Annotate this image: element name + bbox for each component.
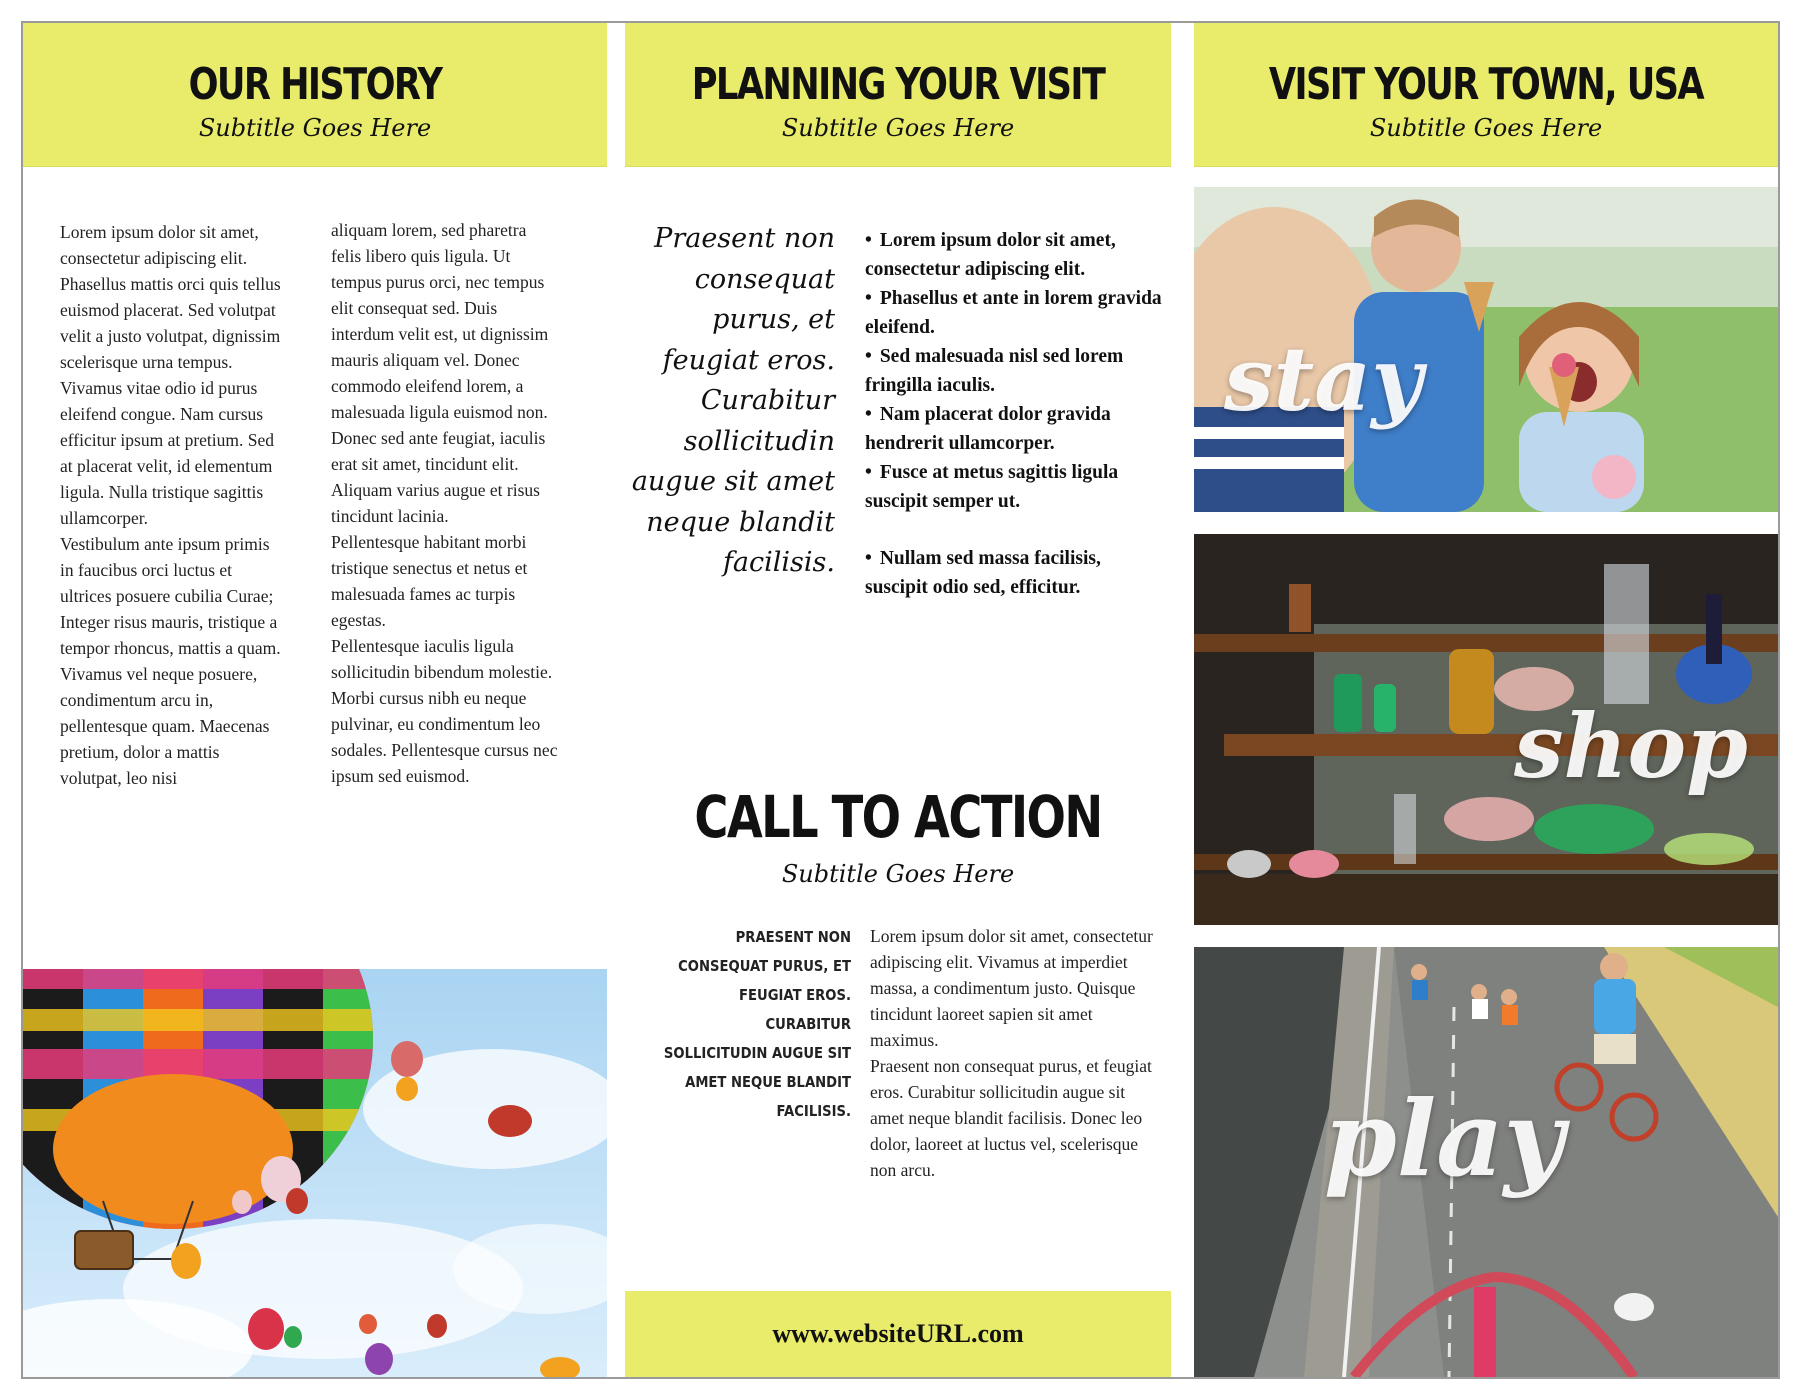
bullet-glyph: • [865, 230, 872, 251]
bullet-glyph: • [865, 548, 872, 569]
bullet-text: Phasellus et ante in lorem gravida eleifend. [865, 288, 1162, 338]
bullet-text: Nam placerat dolor gravida hendrerit ullamcorper. [865, 404, 1111, 454]
town-subtitle: Subtitle Goes Here [1369, 114, 1603, 142]
history-paragraph: Pellentesque iaculis ligula sollicitudin bibendum molestie. Morbi cursus nibh eu neque pulvinar, eu condimentum leo sodales. Pellentesque cursus nec ipsum sed euismod. [331, 636, 558, 786]
cta-paragraph: Lorem ipsum dolor sit amet, consectetur adipiscing elit. Vivamus at imperdiet massa, a condimentum justo. Quisque tincidunt laoreet sapien sit amet maximus. [870, 926, 1153, 1050]
history-column-2 [331, 217, 559, 789]
bullet-glyph: • [865, 288, 872, 309]
brochure [21, 21, 1780, 1379]
cta-body [870, 923, 1160, 1183]
play-word: play [1324, 1077, 1565, 1200]
shop-photo [1194, 534, 1778, 925]
town-banner [1194, 23, 1778, 167]
bullet-glyph: • [865, 346, 872, 367]
history-paragraph: aliquam lorem, sed pharetra felis libero quis ligula. Ut tempus purus orci, nec tempus elit consequat sed. Duis interdum velit est, ut dignissim mauris aliquam vel. Donec commodo eleifend lorem, a malesuada ligula euismod non. Donec sed ante feugiat, iaculis erat sit amet, tincidunt elit. Aliquam varius augue et risus tincidunt lacinia. [331, 220, 549, 526]
bullet-text: Lorem ipsum dolor sit amet, consectetur adipiscing elit. [865, 230, 1116, 280]
history-paragraph: Vestibulum ante ipsum primis in faucibus orci luctus et ultrices posuere cubilia Curae; Integer risus mauris, tristique a tempor rhoncus, mattis a quam. Vivamus vel neque posuere, condimentum arcu in, pellentesque quam. Maecenas pretium, dolor a mattis volutpat, leo nisi [60, 534, 281, 788]
bullet-text: Sed malesuada nisl sed lorem fringilla iaculis. [865, 346, 1124, 396]
stay-photo [1194, 187, 1778, 512]
visit-panel [625, 23, 1171, 1377]
website-url-link[interactable]: www.websiteURL.com [772, 1319, 1024, 1348]
cta-subtitle: Subtitle Goes Here [781, 860, 1015, 888]
shop-word: shop [1514, 694, 1748, 798]
bullet-item [865, 544, 1165, 602]
history-title: OUR HISTORY [188, 59, 442, 110]
bullet-text: Nullam sed massa facilisis, suscipit odio sed, efficitur. [865, 548, 1101, 598]
history-banner [23, 23, 607, 167]
bullet-text: Fusce at metus sagittis ligula suscipit semper ut. [865, 462, 1119, 512]
bullet-item [865, 400, 1165, 458]
visit-title: PLANNING YOUR VISIT [691, 59, 1105, 110]
bullet-item [865, 458, 1165, 516]
stay-word: stay [1224, 327, 1423, 431]
balloons-illustration [23, 969, 607, 1377]
visit-subtitle: Subtitle Goes Here [781, 114, 1015, 142]
town-panel [1194, 23, 1778, 1377]
history-paragraph: Pellentesque habitant morbi tristique senectus et netus et malesuada fames ac turpis egestas. [331, 532, 528, 630]
bullet-item [865, 226, 1165, 284]
history-subtitle: Subtitle Goes Here [198, 114, 432, 142]
history-panel [23, 23, 607, 1377]
cta-caps-text: PRAESENT NON CONSEQUAT PURUS, ET FEUGIAT EROS. CURABITUR SOLLICITUDIN AUGUE SIT AMET NEQUE BLANDIT FACILISIS. [663, 928, 851, 1120]
visit-banner [625, 23, 1171, 167]
website-url-bar [625, 1291, 1171, 1377]
balloons-photo [23, 969, 607, 1377]
bullet-glyph: • [865, 404, 872, 425]
town-title: VISIT YOUR TOWN, USA [1268, 59, 1704, 110]
history-column-1 [60, 219, 282, 791]
play-photo [1194, 947, 1778, 1377]
cta-title: CALL TO ACTION [694, 783, 1102, 851]
bullet-item [865, 284, 1165, 342]
visit-pull-quote: Praesent non consequat purus, et feugiat eros. Curabitur sollicitudin augue sit amet neque blandit facilisis. [631, 223, 835, 578]
bullet-glyph: • [865, 462, 872, 483]
visit-bullet-list [865, 226, 1165, 602]
cta-paragraph: Praesent non consequat purus, et feugiat eros. Curabitur sollicitudin augue sit amet neque blandit facilisis. Donec leo dolor, laoreet at luctus vel, scelerisque non arcu. [870, 1056, 1152, 1180]
bullet-item [865, 342, 1165, 400]
history-paragraph: Lorem ipsum dolor sit amet, consectetur adipiscing elit. Phasellus mattis orci quis tellus euismod placerat. Sed volutpat velit a justo volutpat, dignissim scelerisque urna tempus. Vivamus vitae odio id purus eleifend congue. Nam cursus efficitur ipsum at pretium. Sed at placerat velit, id elementum ligula. Nulla tristique sagittis ullamcorper. [60, 222, 281, 528]
